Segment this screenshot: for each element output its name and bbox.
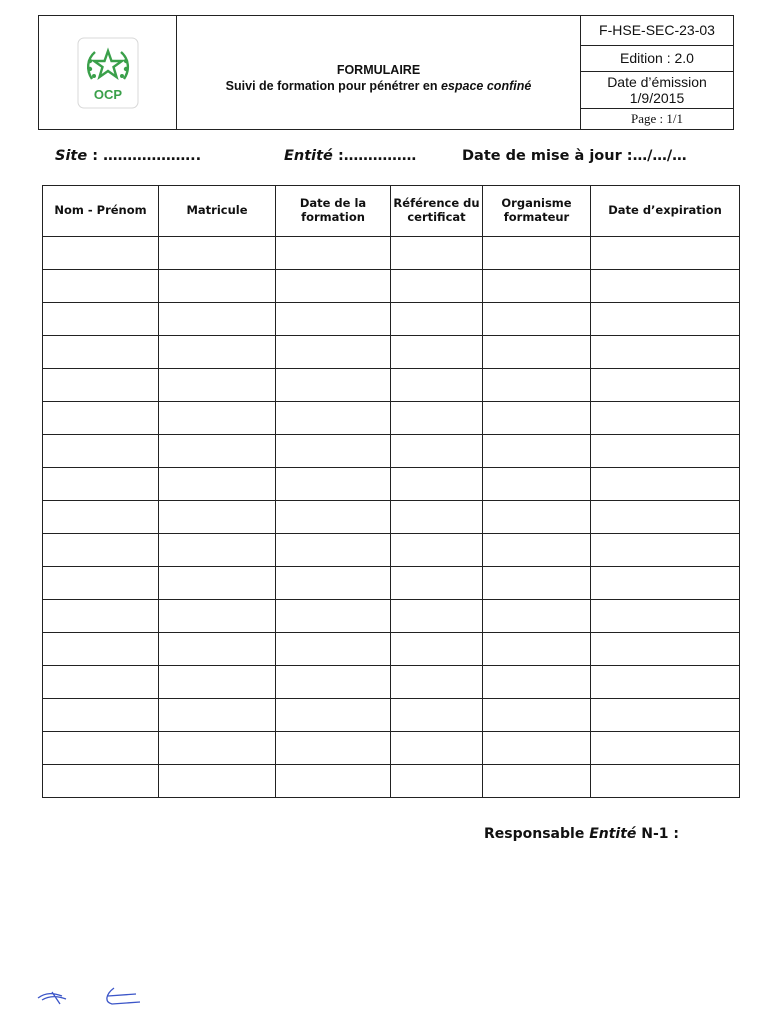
table-cell[interactable]	[276, 237, 391, 270]
table-cell[interactable]	[391, 567, 483, 600]
table-cell[interactable]	[483, 402, 591, 435]
table-cell[interactable]	[159, 567, 276, 600]
table-cell[interactable]	[591, 468, 740, 501]
header-reference-certificat: Référence du certificat	[391, 186, 483, 237]
table-cell[interactable]	[43, 732, 159, 765]
table-cell[interactable]	[43, 765, 159, 798]
table-cell[interactable]	[591, 765, 740, 798]
table-cell[interactable]	[483, 600, 591, 633]
header-matricule: Matricule	[159, 186, 276, 237]
table-cell[interactable]	[391, 468, 483, 501]
table-cell[interactable]	[276, 567, 391, 600]
table-cell[interactable]	[159, 270, 276, 303]
table-row	[43, 303, 740, 336]
table-cell[interactable]	[276, 666, 391, 699]
table-cell[interactable]	[591, 237, 740, 270]
table-cell[interactable]	[391, 369, 483, 402]
table-row	[43, 501, 740, 534]
table-cell[interactable]	[591, 567, 740, 600]
table-cell[interactable]	[276, 435, 391, 468]
responsable-label: Responsable	[484, 826, 590, 842]
table-cell[interactable]	[43, 534, 159, 567]
table-cell[interactable]	[159, 600, 276, 633]
table-row	[43, 402, 740, 435]
table-cell[interactable]	[483, 369, 591, 402]
ocp-logo-icon	[77, 37, 139, 109]
entite-label: Entité	[284, 148, 333, 164]
header-date-formation: Date de la formation	[276, 186, 391, 237]
table-cell[interactable]	[483, 303, 591, 336]
table-cell[interactable]	[591, 402, 740, 435]
document-header	[38, 15, 734, 130]
table-cell[interactable]	[391, 699, 483, 732]
responsable-suffix: N-1 :	[636, 826, 680, 842]
table-cell[interactable]	[483, 237, 591, 270]
table-cell[interactable]	[591, 303, 740, 336]
table-cell[interactable]	[43, 633, 159, 666]
table-cell[interactable]	[591, 699, 740, 732]
table-cell[interactable]	[276, 402, 391, 435]
site-value: : ………………..	[87, 148, 202, 164]
table-cell[interactable]	[43, 336, 159, 369]
date-mise-a-jour: Date de mise à jour :…/…/…	[462, 148, 687, 164]
table-cell[interactable]	[391, 270, 483, 303]
table-cell[interactable]	[483, 666, 591, 699]
table-cell[interactable]	[391, 633, 483, 666]
table-row	[43, 600, 740, 633]
table-cell[interactable]	[391, 732, 483, 765]
form-subtitle	[226, 79, 532, 93]
table-header-row	[43, 186, 740, 237]
table-cell[interactable]	[159, 369, 276, 402]
table-row	[43, 567, 740, 600]
subtitle-italic-text: espace confiné	[440, 78, 532, 93]
table-cell[interactable]	[391, 336, 483, 369]
table-cell[interactable]	[591, 336, 740, 369]
logo-cell	[39, 16, 177, 129]
table-cell[interactable]	[483, 534, 591, 567]
table-cell[interactable]	[159, 633, 276, 666]
table-cell[interactable]	[43, 468, 159, 501]
signature-icon	[36, 984, 146, 1010]
table-cell[interactable]	[391, 765, 483, 798]
table-cell[interactable]	[159, 765, 276, 798]
table-body	[43, 237, 740, 798]
table-cell[interactable]	[276, 534, 391, 567]
table-cell[interactable]	[276, 699, 391, 732]
table-cell[interactable]	[483, 468, 591, 501]
table-cell[interactable]	[43, 600, 159, 633]
table-cell[interactable]	[591, 666, 740, 699]
table-cell[interactable]	[276, 468, 391, 501]
table-cell[interactable]	[391, 600, 483, 633]
table-cell[interactable]	[43, 501, 159, 534]
table-cell[interactable]	[276, 303, 391, 336]
table-cell[interactable]	[483, 435, 591, 468]
entite-value: :……………	[332, 148, 417, 164]
table-cell[interactable]	[276, 270, 391, 303]
table-cell[interactable]	[276, 600, 391, 633]
table-cell[interactable]	[591, 633, 740, 666]
site-label: Site	[55, 148, 88, 164]
table-cell[interactable]	[43, 402, 159, 435]
page-number: Page : 1/1	[631, 110, 683, 126]
table-cell[interactable]	[43, 369, 159, 402]
training-table	[42, 185, 740, 798]
table-cell[interactable]	[483, 699, 591, 732]
date-emission-label: Date d’émission	[607, 73, 707, 90]
table-cell[interactable]	[159, 237, 276, 270]
table-row	[43, 666, 740, 699]
date-emission	[581, 72, 733, 109]
table-cell[interactable]	[483, 732, 591, 765]
table-cell[interactable]	[591, 732, 740, 765]
table-cell[interactable]	[591, 369, 740, 402]
table-cell[interactable]	[159, 303, 276, 336]
table-cell[interactable]	[391, 501, 483, 534]
table-cell[interactable]	[43, 699, 159, 732]
table-row	[43, 534, 740, 567]
table-cell[interactable]	[43, 270, 159, 303]
table-cell[interactable]	[159, 534, 276, 567]
table-cell[interactable]	[276, 633, 391, 666]
table-row	[43, 270, 740, 303]
site-field	[55, 148, 201, 164]
table-cell[interactable]	[391, 237, 483, 270]
document-code: F-HSE-SEC-23-03	[581, 16, 733, 46]
table-cell[interactable]	[391, 402, 483, 435]
table-cell[interactable]	[159, 468, 276, 501]
table-cell[interactable]	[591, 270, 740, 303]
table-cell[interactable]	[483, 270, 591, 303]
table-cell[interactable]	[276, 336, 391, 369]
table-cell[interactable]	[276, 369, 391, 402]
table-cell[interactable]	[483, 567, 591, 600]
table-cell[interactable]	[276, 765, 391, 798]
table-cell[interactable]	[43, 303, 159, 336]
table-cell[interactable]	[483, 501, 591, 534]
table-cell[interactable]	[391, 534, 483, 567]
table-cell[interactable]	[391, 303, 483, 336]
table-cell[interactable]	[43, 666, 159, 699]
table-row	[43, 633, 740, 666]
header-date-expiration: Date d’expiration	[591, 186, 740, 237]
table-cell[interactable]	[591, 600, 740, 633]
date-emission-value: 1/9/2015	[629, 90, 685, 106]
table-cell[interactable]	[483, 765, 591, 798]
subtitle-text: Suivi de formation pour pénétrer en	[225, 78, 441, 93]
responsable-italic: Entité	[589, 826, 637, 842]
table-cell[interactable]	[159, 435, 276, 468]
table-cell[interactable]	[159, 732, 276, 765]
table-cell[interactable]	[591, 501, 740, 534]
entite-field	[284, 148, 416, 164]
table-row	[43, 435, 740, 468]
table-cell[interactable]	[159, 402, 276, 435]
table-cell[interactable]	[483, 336, 591, 369]
table-row	[43, 237, 740, 270]
title-cell	[177, 16, 581, 129]
table-row	[43, 699, 740, 732]
logo-text: OCP	[93, 86, 122, 102]
table-cell[interactable]	[391, 666, 483, 699]
reference-cell	[581, 16, 733, 129]
table-cell[interactable]	[43, 567, 159, 600]
table-cell[interactable]	[159, 336, 276, 369]
table-row	[43, 468, 740, 501]
meta-line	[55, 148, 735, 170]
table-cell[interactable]	[591, 435, 740, 468]
table-row	[43, 336, 740, 369]
table-cell[interactable]	[43, 237, 159, 270]
table-row	[43, 732, 740, 765]
header-nom-prenom: Nom - Prénom	[43, 186, 159, 237]
responsable-line	[484, 826, 679, 842]
table-cell[interactable]	[276, 501, 391, 534]
table-cell[interactable]	[159, 699, 276, 732]
table-cell[interactable]	[276, 732, 391, 765]
header-organisme-formateur: Organisme formateur	[483, 186, 591, 237]
table-cell[interactable]	[591, 534, 740, 567]
edition: Edition : 2.0	[581, 46, 733, 72]
table-cell[interactable]	[43, 435, 159, 468]
table-row	[43, 369, 740, 402]
table-cell[interactable]	[483, 633, 591, 666]
table-cell[interactable]	[159, 501, 276, 534]
form-title: FORMULAIRE	[336, 62, 421, 77]
table-row	[43, 765, 740, 798]
table-cell[interactable]	[391, 435, 483, 468]
table-cell[interactable]	[159, 666, 276, 699]
